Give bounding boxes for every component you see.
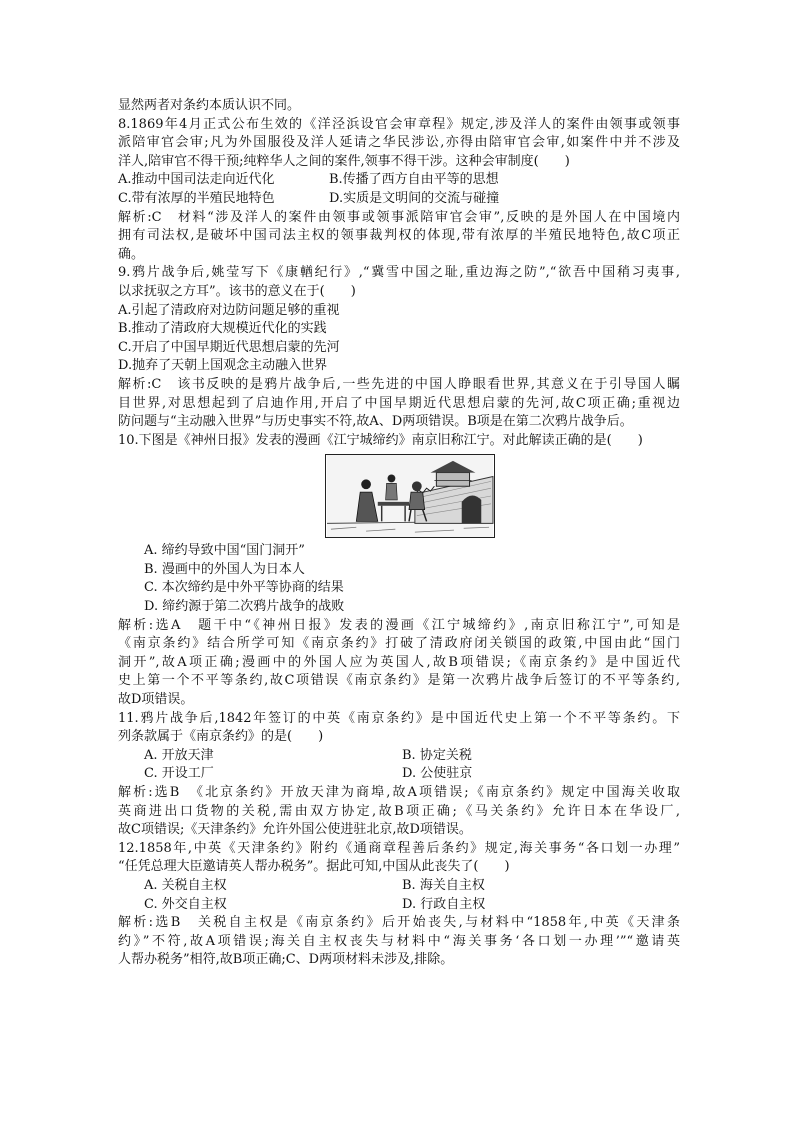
question-12-stem: 12.1858年,中英《天津条约》附约《通商章程善后条约》规定,海关事务“各口划一办理”: [118, 840, 680, 856]
answer-explanation: 人帮办税务”相符,故B项正确;C、D两项材料未涉及,排除。: [118, 952, 454, 968]
option-c: C. 本次缔约是中外平等协商的结果: [144, 580, 344, 596]
question-11-stem: 11.鸦片战争后,1842年签订的中英《南京条约》是中国近代史上第一个不平等条约。下: [118, 710, 680, 726]
answer-explanation: 防问题与“主动融入世界”与历史事实不符,故A、D两项错误。B项是在第二次鸦片战争后。: [118, 414, 633, 430]
question-12-options-row: [118, 877, 680, 896]
question-8-options-row: [118, 171, 680, 190]
option-d: D.抛弃了天朝上国观念主动融入世界: [118, 358, 328, 374]
option-a: A. 关税自主权: [144, 877, 227, 893]
question-8-options-row: [118, 190, 680, 209]
question-12-options-row: [118, 896, 680, 915]
option-d: D. 行政自主权: [402, 896, 486, 912]
document-page: [118, 97, 680, 970]
answer-explanation: 目世界,对思想起到了启迪作用,开启了中国早期近代思想启蒙的先河,故C项正确;重视边: [118, 395, 680, 411]
option-a: A.推动中国司法走向近代化: [118, 172, 275, 188]
question-11-options-row: [118, 747, 680, 766]
answer-explanation: 解析:C 材料“涉及洋人的案件由领事或领事派陪审官会审”,反映的是外国人在中国境内: [118, 209, 680, 225]
option-b: B. 协定关税: [402, 747, 472, 763]
question-10-stem: 10.下图是《神州日报》发表的漫画《江宁城缔约》南京旧称江宁。对此解读正确的是( ): [118, 432, 643, 448]
option-c: C. 开设工厂: [144, 766, 214, 782]
answer-explanation: 解析:C 该书反映的是鸦片战争后,一些先进的中国人睁眼看世界,其意义在于引导国人瞩: [118, 376, 680, 392]
question-9-stem: 9.鸦片战争后,姚莹写下《康輶纪行》,“冀雪中国之耻,重边海之防”,“欲吾中国稍习夷事,: [118, 265, 680, 281]
answer-explanation: 《南京条约》结合所学可知《南京条约》打破了清政府闭关锁国的政策,中国由此“国门: [118, 636, 680, 652]
answer-explanation: 拥有司法权,是破坏中国司法主权的领事裁判权的体现,带有浓厚的半殖民地特色,故C项正: [118, 228, 680, 244]
question-8-stem: 派陪审官会审;凡为外国服役及洋人延请之华民涉讼,亦得由陪审官会审,如案件中并不涉及: [118, 135, 680, 151]
option-a: A. 缔约导致中国“国门洞开”: [144, 543, 305, 559]
answer-explanation: 英商进出口货物的关税,需由双方协定,故B项正确;《马关条约》允许日本在华设厂,: [118, 803, 680, 819]
option-a: A.引起了清政府对边防问题足够的重视: [118, 302, 340, 318]
treaty-signing-illustration: [326, 455, 494, 537]
answer-explanation: 解析:选A 题干中“《神州日报》发表的漫画《江宁城缔约》,南京旧称江宁”,可知是: [118, 617, 680, 633]
question-11-options-row: [118, 765, 680, 784]
question-11-stem: 列条款属于《南京条约》的是( ): [118, 729, 324, 745]
option-c: C.开启了中国早期近代思想启蒙的先河: [118, 339, 340, 355]
option-b: B. 海关自主权: [402, 877, 485, 893]
option-d: D.实质是文明间的交流与碰撞: [329, 190, 500, 206]
option-c: C.带有浓厚的半殖民地特色: [118, 190, 275, 206]
question-8-stem: 8.1869年4月正式公布生效的《洋泾浜设官会审章程》规定,涉及洋人的案件由领事或领事: [118, 116, 680, 132]
answer-explanation: 解析:选B 关税自主权是《南京条约》后开始丧失,与材料中“1858年,中英《天津条: [118, 915, 680, 931]
answer-explanation: 故C项错误;《天津条约》允许外国公使进驻北京,故D项错误。: [118, 822, 472, 838]
option-d: D. 缔约源于第二次鸦片战争的战败: [144, 599, 345, 615]
option-d: D. 公使驻京: [402, 766, 473, 782]
answer-explanation: 约》”不符,故A项错误;海关自主权丧失与材料中“海关事务‘各口划一办理’”“邀请英: [118, 933, 680, 949]
answer-explanation: 解析:选B 《北京条约》开放天津为商埠,故A项错误;《南京条约》规定中国海关收取: [118, 785, 680, 800]
option-c: C. 外交自主权: [144, 896, 227, 912]
question-12-stem: “任凭总理大臣邀请英人帮办税务”。据此可知,中国从此丧失了( ): [118, 859, 510, 875]
option-b: B. 漫画中的外国人为日本人: [144, 561, 305, 577]
question-8-stem: 洋人,陪审官不得干预;纯粹华人之间的案件,领事不得干涉。这种会审制度( ): [118, 153, 570, 169]
question-9-stem: 以求抚驭之方耳”。该书的意义在于( ): [118, 283, 356, 299]
answer-explanation: 洞开”,故A项正确;漫画中的外国人应为英国人,故B项错误;《南京条约》是中国近代: [118, 654, 680, 670]
option-b: B.推动了清政府大规模近代化的实践: [118, 321, 327, 337]
text-line: 显然两者对条约本质认识不同。: [118, 98, 301, 113]
option-b: B.传播了西方自由平等的思想: [329, 172, 499, 188]
answer-explanation: 故D项错误。: [118, 692, 194, 708]
option-a: A. 开放天津: [144, 747, 214, 763]
answer-explanation: 史上第一个不平等条约,故C项错误《南京条约》是第一次鸦片战争后签订的不平等条约,: [118, 673, 680, 689]
cartoon-image: [325, 454, 495, 538]
answer-explanation: 确。: [118, 246, 145, 262]
